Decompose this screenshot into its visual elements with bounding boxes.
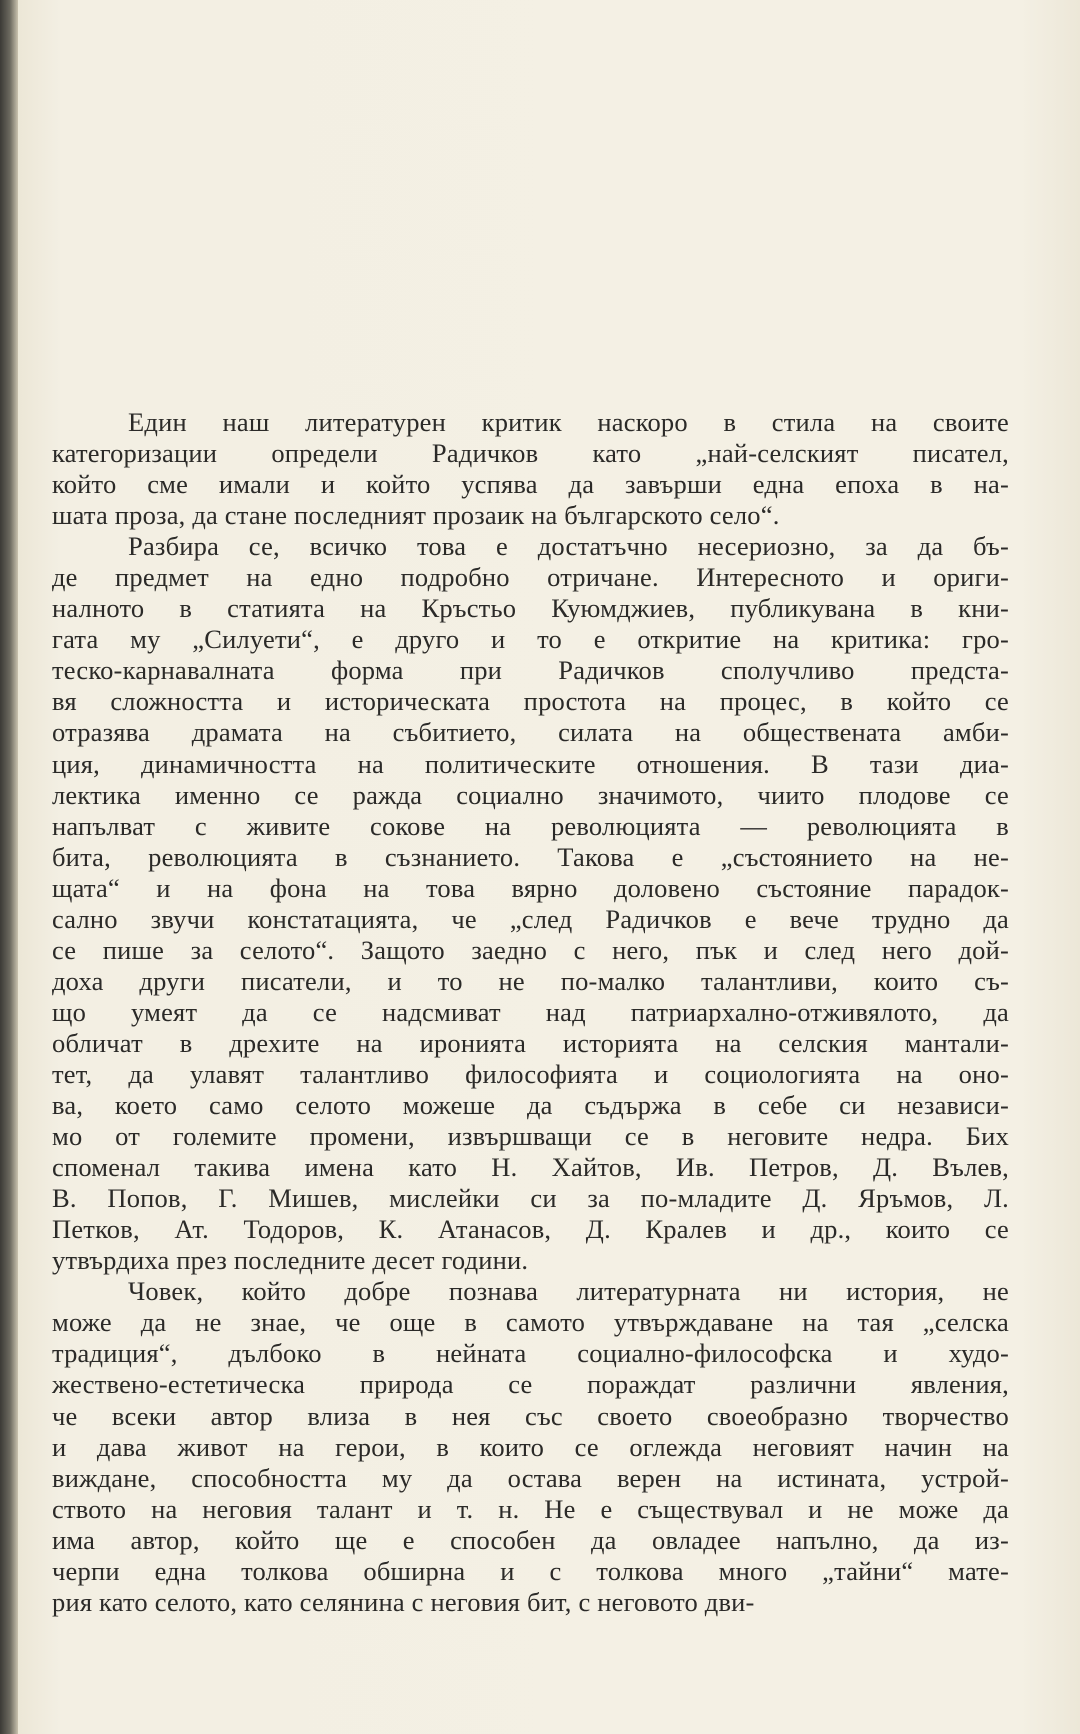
body-text bbox=[52, 407, 1009, 1618]
text-line: щата“ и на фона на това вярно доловено състояние парадок- bbox=[52, 872, 1009, 903]
text-line: Разбира се, всичко това е достатъчно несериозно, за да бъ- bbox=[128, 531, 1009, 562]
text-line: теско-карнавалната форма при Радичков сполучливо предста- bbox=[52, 655, 1009, 686]
text-line: ството на неговия талант и т. н. Не е съществувал и не може да bbox=[52, 1493, 1009, 1524]
text-line: шата проза, да стане последният прозаик на българското село“. bbox=[52, 500, 780, 531]
text-line: гата му „Силуети“, е друго и то е откритие на критика: гро- bbox=[52, 624, 1009, 655]
text-line: който сме имали и който успява да завърши една епоха в на- bbox=[52, 469, 1009, 500]
text-line: обличат в дрехите на иронията историята на селския мантали- bbox=[52, 1027, 1009, 1058]
text-line: утвърдиха през последните десет години. bbox=[52, 1245, 529, 1276]
text-line: лектика именно се ражда социално значимото, чиито плодове се bbox=[52, 779, 1009, 810]
text-line: споменал такива имена като Н. Хайтов, Ив. Петров, Д. Вълев, bbox=[52, 1152, 1009, 1183]
text-line: вя сложността и историческата простота на процес, в който се bbox=[52, 686, 1009, 717]
text-line: мо от големите промени, извършващи се в неговите недра. Бих bbox=[52, 1121, 1009, 1152]
text-line: категоризации определи Радичков като „най-селският писател, bbox=[52, 438, 1009, 469]
text-line: ция, динамичността на политическите отношения. В тази диа- bbox=[52, 748, 1009, 779]
paragraph bbox=[52, 1276, 1009, 1618]
text-line: де предмет на едно подробно отричане. Интересното и ориги- bbox=[52, 562, 1009, 593]
text-line: Петков, Ат. Тодоров, К. Атанасов, Д. Кралев и др., които се bbox=[52, 1214, 1009, 1245]
text-line: налното в статията на Кръстьо Куюмджиев, публикувана в кни- bbox=[52, 593, 1009, 624]
text-line: традиция“, дълбоко в нейната социално-философска и худо- bbox=[52, 1338, 1009, 1369]
text-line: и дава живот на герои, в които се оглежда неговият начин на bbox=[52, 1431, 1009, 1462]
text-line: сално звучи констатацията, че „след Радичков е вече трудно да bbox=[52, 903, 1009, 934]
text-line: се пише за селото“. Защото заедно с него, пък и след него дой- bbox=[52, 934, 1009, 965]
text-line: черпи една толкова обширна и с толкова много „тайни“ мате- bbox=[52, 1555, 1009, 1586]
text-line: В. Попов, Г. Мишев, мислейки си за по-младите Д. Яръмов, Л. bbox=[52, 1183, 1009, 1214]
text-line: рия като селото, като селянина с неговия бит, с неговото дви- bbox=[52, 1586, 755, 1617]
text-line: бита, революцията в съзнанието. Такова е „състоянието на не- bbox=[52, 841, 1009, 872]
text-line: Човек, който добре познава литературната ни история, не bbox=[128, 1276, 1009, 1307]
paragraph bbox=[52, 531, 1009, 1276]
text-line: тет, да улавят талантливо философията и социологията на оно- bbox=[52, 1058, 1009, 1089]
text-line: отразява драмата на събитието, силата на обществената амби- bbox=[52, 717, 1009, 748]
text-line: доха други писатели, и то не по-малко талантливи, които съ- bbox=[52, 965, 1009, 996]
text-line: че всеки автор влиза в нея със своето своеобразно творчество bbox=[52, 1400, 1009, 1431]
text-line: има автор, който ще е способен да овладее напълно, да из- bbox=[52, 1524, 1009, 1555]
text-line: жествено-естетическа природа се пораждат различни явления, bbox=[52, 1369, 1009, 1400]
book-spine-shadow bbox=[0, 0, 18, 1734]
text-line: виждане, способността му да остава верен на истината, устрой- bbox=[52, 1462, 1009, 1493]
text-line: Един наш литературен критик наскоро в стила на своите bbox=[128, 407, 1009, 437]
paragraph bbox=[52, 407, 1009, 531]
text-line: ва, което само селото можеше да съдържа в себе си независи- bbox=[52, 1090, 1009, 1121]
text-line: напълват с живите сокове на революцията — революцията в bbox=[52, 810, 1009, 841]
text-line: може да не знае, че още в самото утвърждаване на тая „селска bbox=[52, 1307, 1009, 1338]
text-line: що умеят да се надсмиват над патриархално-отживялото, да bbox=[52, 996, 1009, 1027]
